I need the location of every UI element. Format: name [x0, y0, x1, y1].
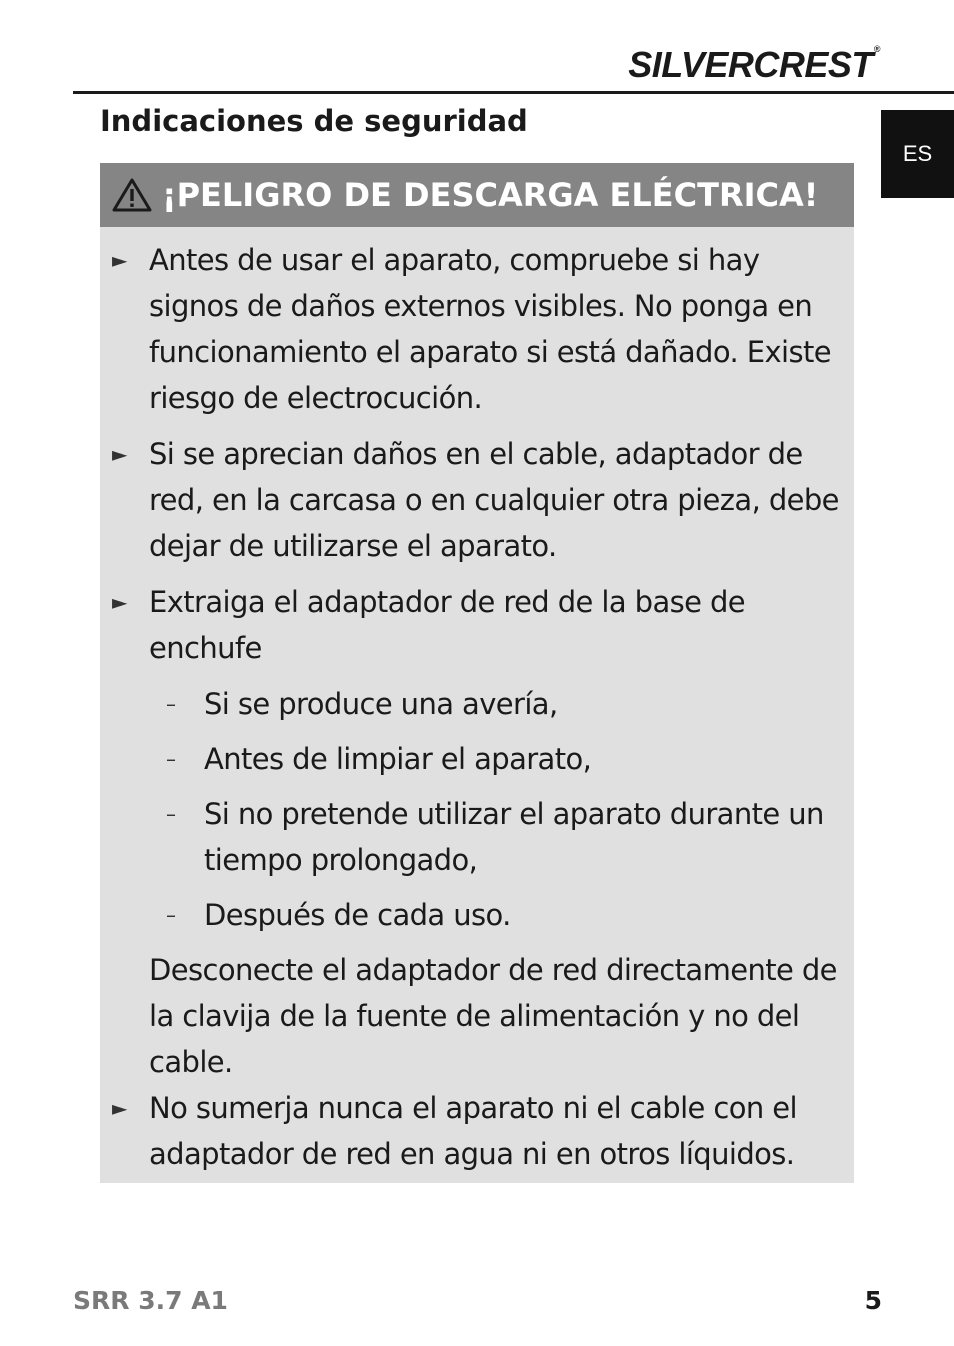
disconnect-note: Desconecte el adaptador de red directamente de la clavija de la fuente de alimentación y no del cable.	[149, 953, 837, 1079]
section-title: Indicaciones de seguridad	[100, 104, 528, 138]
sub-list-item	[100, 791, 844, 883]
dash-icon: –	[166, 692, 176, 716]
sub-list-item-text: Si se produce una avería,	[204, 687, 558, 721]
sub-list-item-text: Antes de limpiar el aparato,	[204, 742, 592, 776]
sub-list-item-text: Si no pretende utilizar el aparato durante un tiempo prolongado,	[204, 797, 824, 877]
list-item	[100, 1085, 844, 1177]
language-tab: ES	[881, 110, 954, 198]
list-item-text: No sumerja nunca el aparato ni el cable con el adaptador de red en agua ni en otros líquidos.	[149, 1091, 797, 1171]
warning-content	[100, 227, 854, 1177]
bullet-arrow-icon: ►	[112, 1096, 127, 1120]
list-item-text: Extraiga el adaptador de red de la base de enchufe	[149, 585, 746, 665]
sub-list-item-text: Después de cada uso.	[204, 898, 511, 932]
list-item-text: Antes de usar el aparato, compruebe si hay signos de daños externos visibles. No ponga en funcionamiento el aparato si está dañado. Existe riesgo de electrocución.	[149, 243, 831, 415]
warning-title: ¡PELIGRO DE DESCARGA ELÉCTRICA!	[162, 176, 819, 214]
warning-box	[100, 163, 854, 1183]
bullet-arrow-icon: ►	[112, 248, 127, 272]
sub-list-item	[100, 736, 844, 782]
list-item-text: Si se aprecian daños en el cable, adaptador de red, en la carcasa o en cualquier otra pieza, debe dejar de utilizarse el aparato.	[149, 437, 839, 563]
page-number: 5	[864, 1286, 882, 1315]
model-number: SRR 3.7 A1	[73, 1286, 228, 1315]
sub-list-item	[100, 892, 844, 938]
brand-logo	[628, 44, 880, 86]
list-item	[100, 237, 844, 421]
registered-mark: ®	[873, 44, 880, 54]
list-item	[100, 431, 844, 569]
dash-icon: –	[166, 747, 176, 771]
dash-icon: –	[166, 802, 176, 826]
header-rule	[73, 91, 954, 94]
warning-triangle-icon	[112, 178, 152, 212]
bullet-arrow-icon: ►	[112, 442, 127, 466]
dash-icon: –	[166, 903, 176, 927]
brand-name: SILVERCREST	[628, 44, 873, 85]
bullet-arrow-icon: ►	[112, 590, 127, 614]
warning-header	[100, 163, 854, 227]
list-item	[100, 579, 844, 671]
sub-list-item	[100, 681, 844, 727]
